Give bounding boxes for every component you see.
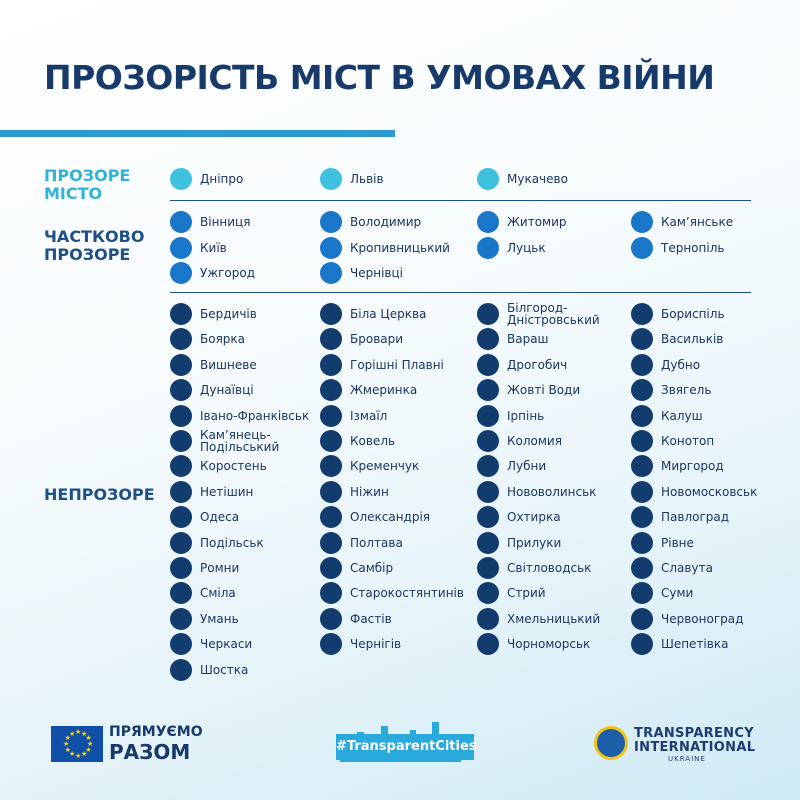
city-item [320, 353, 444, 377]
status-dot [631, 633, 653, 655]
city-item [631, 454, 724, 478]
city-name: Жовті Води [507, 383, 581, 398]
title-underline [0, 130, 395, 137]
status-dot [170, 506, 192, 528]
city-name: Бровари [350, 332, 404, 347]
city-item [320, 261, 403, 285]
city-name: Калуш [661, 408, 703, 423]
city-item [170, 658, 248, 682]
city-name: Тернопіль [661, 240, 725, 255]
city-name: Івано-Франківськ [200, 408, 310, 423]
section-label-non: НЕПРОЗОРЕ [44, 485, 155, 504]
city-name: Вараш [507, 332, 549, 347]
city-name: Київ [200, 240, 227, 255]
city-name: Нетішин [200, 484, 254, 499]
city-name: Чорноморськ [507, 637, 591, 652]
city-item [477, 531, 561, 555]
city-name: Фастів [350, 611, 392, 626]
city-name: Подільськ [200, 535, 264, 550]
city-item [631, 302, 725, 326]
status-dot [477, 633, 499, 655]
city-item [477, 353, 567, 377]
hashtag: #TransparentCities [336, 739, 477, 754]
city-name: Конотоп [661, 434, 715, 448]
city-name: Новомосковськ [661, 484, 758, 499]
city-name: Звягель [661, 383, 712, 398]
city-name: Ізмаїл [350, 408, 388, 423]
status-dot [170, 303, 192, 325]
city-name: Полтава [350, 535, 403, 550]
status-dot [170, 211, 192, 233]
city-name: Дубно [661, 357, 701, 372]
city-item [320, 210, 421, 234]
city-item [631, 429, 714, 453]
city-name: Олександрія [350, 510, 431, 525]
city-item [320, 556, 393, 580]
city-item [170, 378, 254, 402]
status-dot [477, 168, 499, 190]
status-dot [170, 262, 192, 284]
city-name: Горішні Плавні [350, 357, 444, 372]
status-dot [320, 455, 342, 477]
city-name: Черкаси [200, 637, 253, 652]
city-item [477, 429, 562, 453]
city-item [631, 210, 733, 234]
city-item [631, 632, 728, 656]
status-dot [320, 481, 342, 503]
status-dot [170, 608, 192, 630]
city-name: Біла Церква [350, 307, 427, 321]
status-dot [477, 354, 499, 376]
city-item [477, 378, 580, 402]
section-label-transparent: ПРОЗОРЕ МІСТО [44, 166, 131, 203]
city-name: Миргород [661, 459, 724, 474]
status-dot [477, 608, 499, 630]
city-item [477, 327, 549, 351]
status-dot [320, 237, 342, 259]
city-name: Луцьк [507, 240, 546, 255]
status-dot [477, 532, 499, 554]
star-icon: ★ [81, 751, 88, 759]
city-name: Кам’янське [661, 215, 734, 229]
city-item [320, 505, 430, 529]
city-item [631, 505, 729, 529]
footer [0, 700, 800, 800]
status-dot [477, 557, 499, 579]
city-item [320, 378, 417, 402]
status-dot [320, 582, 342, 604]
status-dot [320, 379, 342, 401]
city-name: Умань [200, 611, 239, 626]
city-name: Ужгород [200, 266, 256, 280]
city-item [631, 607, 743, 631]
status-dot [477, 303, 499, 325]
star-icon: ★ [85, 735, 92, 742]
city-name: Боярка [200, 332, 246, 347]
status-dot [170, 455, 192, 477]
star-icon: ★ [64, 747, 71, 754]
star-icon: ★ [63, 741, 70, 748]
star-icon: ★ [69, 751, 76, 759]
city-name: Павлоград [661, 510, 730, 525]
city-item [477, 632, 590, 656]
city-item [170, 429, 279, 453]
status-dot [320, 303, 342, 325]
city-name: Вишневе [200, 357, 257, 372]
city-name: Вінниця [200, 215, 251, 229]
status-dot [320, 506, 342, 528]
status-dot [320, 168, 342, 190]
status-dot [320, 532, 342, 554]
status-dot [631, 405, 653, 427]
city-item [320, 327, 403, 351]
city-item [170, 480, 253, 504]
status-dot [320, 405, 342, 427]
city-item [631, 327, 723, 351]
city-item [477, 167, 568, 191]
city-item [170, 167, 243, 191]
status-dot [320, 557, 342, 579]
city-item [631, 404, 703, 428]
city-name: Ніжин [350, 484, 389, 499]
status-dot [320, 608, 342, 630]
status-dot [170, 354, 192, 376]
star-icon: ★ [69, 730, 76, 738]
status-dot [631, 379, 653, 401]
city-item [320, 531, 403, 555]
city-name: Львів [350, 172, 384, 186]
status-dot [170, 168, 192, 190]
city-item [170, 556, 239, 580]
city-name: Стрий [507, 586, 546, 601]
status-dot [477, 405, 499, 427]
status-dot [477, 237, 499, 259]
city-item [320, 581, 464, 605]
star-icon: ★ [75, 753, 82, 760]
city-item [170, 607, 239, 631]
city-name: Світловодськ [507, 561, 592, 575]
status-dot [320, 354, 342, 376]
star-icon: ★ [75, 729, 82, 736]
status-dot [631, 557, 653, 579]
city-item [170, 531, 264, 555]
status-dot [477, 430, 499, 452]
status-dot [320, 430, 342, 452]
status-dot [631, 211, 653, 233]
city-name: Ковель [350, 434, 396, 448]
status-dot [320, 211, 342, 233]
city-name: Сміла [200, 586, 236, 601]
city-item [320, 454, 419, 478]
city-item [320, 404, 387, 428]
status-dot [477, 481, 499, 503]
status-dot [631, 303, 653, 325]
city-item [170, 505, 239, 529]
city-item [477, 556, 591, 580]
ti-logo-line1: TRANSPARENCY [634, 726, 754, 741]
eu-logo-line1: ПРЯМУЄМО [109, 724, 203, 740]
eu-logo-line2: РАЗОМ [109, 740, 191, 764]
city-item [477, 581, 546, 605]
status-dot [170, 430, 192, 452]
city-item [477, 607, 600, 631]
status-dot [320, 328, 342, 350]
city-name: Дніпро [200, 172, 244, 186]
status-dot [170, 328, 192, 350]
status-dot [170, 532, 192, 554]
city-name: Кременчук [350, 459, 420, 474]
status-dot [631, 237, 653, 259]
city-name: Кропивницький [350, 240, 450, 255]
city-item [477, 302, 600, 326]
city-name: Ромни [200, 561, 240, 575]
city-item [631, 531, 694, 555]
divider [170, 200, 751, 201]
city-name: Червоноград [661, 611, 744, 626]
status-dot [477, 455, 499, 477]
city-name: Нововолинськ [507, 484, 597, 499]
city-item [170, 454, 267, 478]
city-name: Жмеринка [350, 383, 418, 398]
city-item [170, 632, 252, 656]
city-name: Охтирка [507, 510, 561, 525]
status-dot [477, 328, 499, 350]
city-name: Чернівці [350, 266, 403, 280]
status-dot [320, 262, 342, 284]
status-dot [170, 379, 192, 401]
ti-logo-line2: INTERNATIONAL [634, 740, 756, 755]
city-item [320, 167, 384, 191]
city-name: Бориспіль [661, 307, 725, 321]
transparency-international-logo-icon [594, 726, 628, 760]
city-name: Білгород- Дністровський [507, 301, 600, 327]
city-item [170, 210, 250, 234]
city-item [170, 327, 245, 351]
city-name: Одеса [200, 510, 240, 525]
city-item [320, 480, 389, 504]
city-item [631, 236, 724, 260]
city-name: Дрогобич [507, 357, 568, 372]
city-name: Чернігів [350, 637, 402, 652]
city-name: Васильків [661, 332, 724, 347]
city-item [477, 480, 596, 504]
status-dot [631, 582, 653, 604]
status-dot [320, 633, 342, 655]
city-item [631, 556, 713, 580]
status-dot [477, 211, 499, 233]
status-dot [631, 608, 653, 630]
status-dot [631, 481, 653, 503]
city-name: Славута [661, 561, 713, 575]
status-dot [170, 633, 192, 655]
city-item [170, 302, 257, 326]
city-name: Старокостянтинів [350, 586, 464, 601]
city-item [320, 429, 395, 453]
status-dot [170, 405, 192, 427]
city-name: Володимир [350, 215, 422, 229]
city-item [320, 632, 401, 656]
city-item [477, 505, 561, 529]
city-item [477, 404, 544, 428]
status-dot [631, 532, 653, 554]
city-item [631, 353, 700, 377]
city-item [631, 480, 757, 504]
city-item [320, 607, 392, 631]
city-item [170, 236, 227, 260]
ti-logo-line3: UKRAINE [668, 755, 706, 763]
city-item [477, 210, 567, 234]
status-dot [170, 659, 192, 681]
city-item [320, 302, 426, 326]
star-icon: ★ [87, 741, 94, 748]
star-icon: ★ [81, 730, 88, 738]
divider [170, 292, 751, 293]
city-item [320, 236, 450, 260]
status-dot [170, 237, 192, 259]
city-item [170, 261, 255, 285]
city-name: Лубни [507, 459, 547, 474]
city-name: Бердичів [200, 307, 257, 321]
city-name: Житомир [507, 215, 567, 229]
city-item [170, 353, 257, 377]
city-item [170, 581, 236, 605]
city-item [477, 236, 546, 260]
city-name: Самбір [350, 561, 394, 575]
city-name: Мукачево [507, 172, 568, 186]
city-name: Шостка [200, 662, 249, 677]
city-name: Хмельницький [507, 611, 601, 626]
status-dot [170, 582, 192, 604]
status-dot [477, 379, 499, 401]
status-dot [631, 328, 653, 350]
section-label-partly: ЧАСТКОВО ПРОЗОРЕ [44, 227, 145, 264]
status-dot [477, 506, 499, 528]
status-dot [477, 582, 499, 604]
status-dot [631, 430, 653, 452]
status-dot [170, 481, 192, 503]
city-name: Коростень [200, 459, 267, 474]
city-name: Суми [661, 586, 694, 601]
city-name: Кам’янець- Подільський [200, 428, 280, 454]
city-item [631, 581, 693, 605]
city-item [477, 454, 546, 478]
city-name: Прилуки [507, 535, 562, 550]
city-name: Коломия [507, 434, 562, 448]
page-title: ПРОЗОРІСТЬ МІСТ В УМОВАХ ВІЙНИ [44, 58, 715, 97]
city-name: Ірпінь [507, 408, 545, 423]
city-name: Дунаївці [200, 383, 254, 398]
star-icon: ★ [64, 735, 71, 742]
city-item [631, 378, 711, 402]
status-dot [631, 354, 653, 376]
eu-flag-icon [51, 726, 103, 762]
status-dot [631, 506, 653, 528]
star-icon: ★ [85, 747, 92, 754]
city-name: Шепетівка [661, 637, 729, 652]
status-dot [170, 557, 192, 579]
city-item [170, 404, 309, 428]
status-dot [631, 455, 653, 477]
city-name: Рівне [661, 535, 694, 550]
